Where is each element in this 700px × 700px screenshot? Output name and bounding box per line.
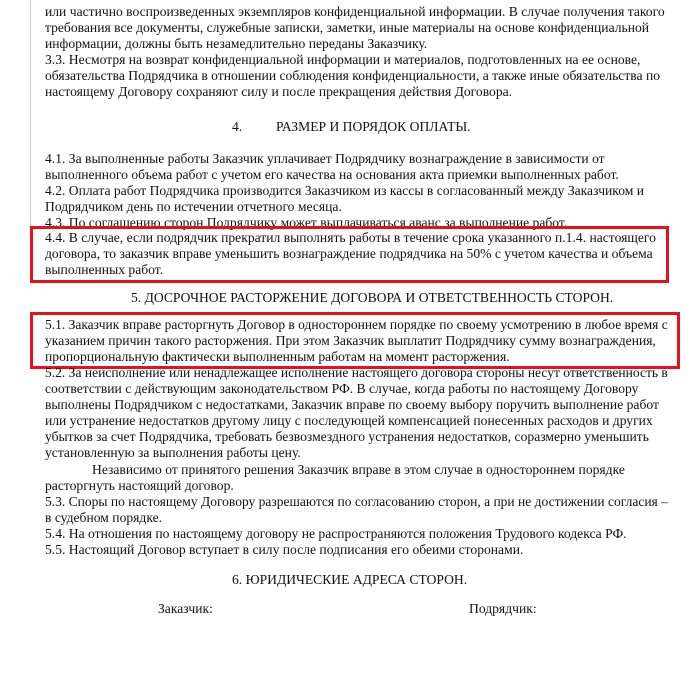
text-line: настоящему Договору сохраняют силу и после прекращения действия Договора.: [45, 84, 513, 99]
section-number: 4.: [232, 119, 243, 134]
text-line: пропорциональную фактически выполненным работам на момент расторжения.: [45, 349, 510, 364]
text-line: требования все документы, служебные записки, заметки, иные материалы на основе конфиденциальной: [45, 20, 650, 35]
text-line: выполненного объема работ с учетом его качества на основания акта приемки выполненных работ.: [45, 167, 619, 182]
text-line: указанием причин такого расторжения. При этом Заказчик выплатит Подрядчику сумму вознаграждения,: [45, 333, 656, 348]
text-line: 5.1. Заказчик вправе расторгнуть Договор в одностороннем порядке по своему усмотрению в любое время с: [45, 317, 668, 332]
text-line: 4.2. Оплата работ Подрядчика производится Заказчиком из кассы в согласованный между Заказчиком и: [45, 183, 645, 198]
text-line: 5.4. На отношения по настоящему договору не распространяются положения Трудового кодекса РФ.: [45, 526, 627, 541]
text-line: 5.3. Споры по настоящему Договору разрешаются по согласованию сторон, а при не достижении согласия –: [45, 494, 668, 509]
text-line: Независимо от принятого решения Заказчик вправе в этом случае в одностороннем порядке: [92, 462, 625, 477]
text-line: расторгнуть настоящий договор.: [45, 478, 234, 493]
text-line: выполнены Подрядчиком с недостатками, Заказчик вправе по своему выбору поручить выполнение работ: [45, 397, 659, 412]
text-line: обязательства Подрядчика в отношении соблюдения конфиденциальности, а также иные обязательства по: [45, 68, 661, 83]
text-line: выполненных работ.: [45, 262, 164, 277]
text-line: 5.5. Настоящий Договор вступает в силу после подписания его обеими сторонами.: [45, 542, 524, 557]
section-heading: РАЗМЕР И ПОРЯДОК ОПЛАТЫ.: [276, 119, 471, 134]
text-line: установленную за выполнения работы цену.: [45, 445, 301, 460]
text-line: 5.2. За неисполнение или ненадлежащее исполнение настоящего договора стороны несут ответственность в: [45, 365, 668, 380]
section-heading: 5. ДОСРОЧНОЕ РАСТОРЖЕНИЕ ДОГОВОРА И ОТВЕТСТВЕННОСТЬ СТОРОН.: [131, 290, 614, 305]
text-line: 4.3. По соглашению сторон Подрядчику может выплачиваться аванс за выполнение работ.: [45, 215, 568, 230]
text-line: убытков за счет Подрядчика, требовать безвозмездного устранения недостатков, соразмерно уменьшить: [45, 429, 649, 444]
text-line: 3.3. Несмотря на возврат конфиденциальной информации и материалов, подготовленных на ее основе,: [45, 52, 641, 67]
text-line: Подрядчиком день по истечении отчетного месяца.: [45, 199, 342, 214]
text-line: в судебном порядке.: [45, 510, 163, 525]
text-line: 4.1. За выполненные работы Заказчик уплачивает Подрядчику вознаграждение в зависимости от: [45, 151, 605, 166]
text-line: или частично воспроизведенных экземпляров конфиденциальной информации. В случае получения такого: [45, 4, 665, 19]
text-line: соответствии с действующим законодательством РФ. В случае, когда работы по настоящему Договору: [45, 381, 639, 396]
section-heading: 6. ЮРИДИЧЕСКИЕ АДРЕСА СТОРОН.: [232, 572, 468, 587]
customer-label: Заказчик:: [158, 601, 213, 616]
text-line: договора, то заказчик вправе уменьшить вознаграждение подрядчика на 50% с учетом качества и объема: [45, 246, 653, 261]
contractor-label: Подрядчик:: [469, 601, 537, 616]
text-line: 4.4. В случае, если подрядчик прекратил выполнять работы в течение срока указанного п.1.4. настоящего: [45, 230, 656, 245]
text-line: информации, должны быть незамедлительно переданы Заказчику.: [45, 36, 428, 51]
text-line: или устранение недостатков другому лицу с последующей компенсацией понесенных расходов и других: [45, 413, 653, 428]
